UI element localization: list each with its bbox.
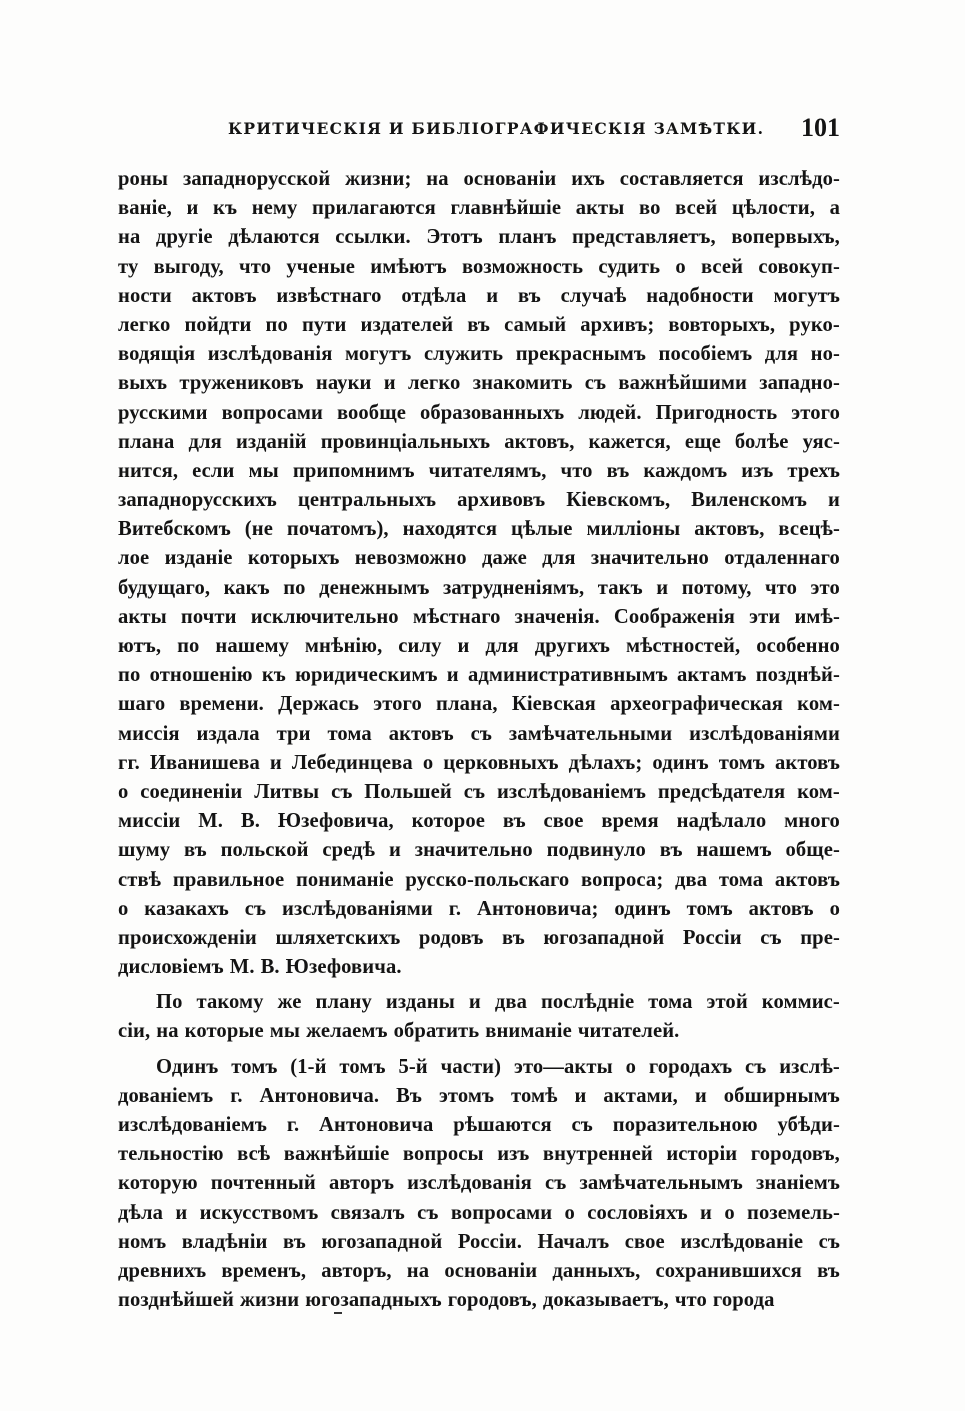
text-line: выхъ тружениковъ науки и легко знакомить съ важнѣйшими западно- xyxy=(118,372,840,395)
text-line: По такому же плану изданы и два послѣдніе тома этой коммис- xyxy=(156,991,840,1014)
text-line: на другіе дѣлаются ссылки. Этотъ планъ представляетъ, вопервыхъ, xyxy=(118,226,840,249)
text-line: водящія изслѣдованія могутъ служить прекраснымъ пособіемъ для но- xyxy=(118,343,840,366)
text-line: нится, если мы припомнимъ читателямъ, что въ каждомъ изъ трехъ xyxy=(118,459,840,482)
text-line: о соединеніи Литвы съ Польшей съ изслѣдованіемъ предсѣдателя ком- xyxy=(118,780,840,803)
text-line: русскими вопросами вообще образованныхъ людей. Пригодность этого xyxy=(118,401,840,424)
paragraph-1 xyxy=(118,165,840,982)
text-line: роны западнорусской жизни; на основаніи ихъ составляется изслѣдо- xyxy=(118,168,840,190)
text-line: Витебскомъ (не початомъ), находятся цѣлые милліоны актовъ, всецѣ- xyxy=(118,518,840,541)
text-line: изслѣдованіемъ г. Антоновича рѣшаются съ поразительною убѣди- xyxy=(118,1114,840,1136)
text-line: лое изданіе которыхъ невозможно даже для значительно отдаленнаго xyxy=(118,547,840,570)
text-line: ваніе, и къ нему прилагаются главнѣйшіе акты во всей цѣлости, а xyxy=(118,197,840,220)
text-line: ту выгоду, что ученые имѣютъ возможность судить о всей совокуп- xyxy=(118,255,840,278)
running-head-title: КРИТИЧЕСКІЯ И БИБЛІОГРАФИЧЕСКІЯ ЗАМѢТКИ. xyxy=(228,119,765,138)
text-line: дисловіемъ М. В. Юзефовича. xyxy=(118,956,402,979)
text-line: дованіемъ г. Антоновича. Въ этомъ томѣ и актами, и обширнымъ xyxy=(118,1084,840,1107)
page-number: 101 xyxy=(801,113,840,142)
body-text xyxy=(118,165,840,1315)
text-line: сіи, на которые мы желаемъ обратить вниманіе читателей. xyxy=(118,1020,680,1043)
text-line: позднѣйшей жизни югозападныхъ городовъ, доказываетъ, что города xyxy=(118,1289,775,1312)
text-line: по отношенію къ юридическимъ и административнымъ актамъ позднѣй- xyxy=(118,664,840,687)
text-line: номъ владѣніи въ югозападной Россіи. Началъ свое изслѣдованіе съ xyxy=(118,1230,840,1253)
text-line: плана для изданій провинціальныхъ актовъ, кажется, еще болѣе уяс- xyxy=(118,430,840,453)
text-line: западнорусскихъ центральныхъ архивовъ Кіевскомъ, Виленскомъ и xyxy=(118,489,840,512)
text-line: происхожденіи шляхетскихъ родовъ въ югозападной Россіи съ пре- xyxy=(118,926,840,949)
text-line: древнихъ временъ, авторъ, на основаніи данныхъ, сохранившихся въ xyxy=(118,1259,840,1282)
text-line: которую почтенный авторъ изслѣдованія съ замѣчательнымъ знаніемъ xyxy=(118,1172,840,1195)
scan-artifact-mark xyxy=(334,1312,342,1314)
text-line: шаго времени. Держась этого плана, Кіевская археографическая ком- xyxy=(118,693,840,716)
text-line: Одинъ томъ (1-й томъ 5-й части) это—акты о городахъ съ изслѣ- xyxy=(156,1055,840,1078)
text-line: ности актовъ извѣстнаго отдѣла и въ случаѣ надобности могутъ xyxy=(118,284,840,307)
text-line: дѣла и искусствомъ связалъ съ вопросами о сословіяхъ и о поземель- xyxy=(118,1201,840,1224)
paragraph-2 xyxy=(118,988,840,1046)
paragraph-3 xyxy=(118,1053,840,1316)
text-line: миссіи М. В. Юзефовича, которое въ свое время надѣлало много xyxy=(118,810,840,833)
text-line: ствѣ правильное пониманіе русско-польскаго вопроса; два тома актовъ xyxy=(118,868,840,891)
text-line: гг. Иванишева и Лебединцева о церковныхъ дѣлахъ; одинъ томъ актовъ xyxy=(118,751,840,774)
text-line: миссія издала три тома актовъ съ замѣчательными изслѣдованіями xyxy=(118,722,840,745)
text-line: тельностію всѣ важнѣйшіе вопросы изъ внутренней исторіи городовъ, xyxy=(118,1143,840,1166)
text-line: ютъ, по нашему мнѣнію, силу и для другихъ мѣстностей, особенно xyxy=(118,635,840,657)
text-line: легко пойдти по пути издателей въ самый архивъ; вовторыхъ, руко- xyxy=(118,313,840,336)
text-line: акты почти исключительно мѣстнаго значенія. Соображенія эти имѣ- xyxy=(118,605,840,628)
text-line: шуму въ польской средѣ и значительно подвинуло въ нашемъ обще- xyxy=(118,839,840,862)
running-head xyxy=(118,113,842,145)
text-line: будущаго, какъ по денежнымъ затрудненіямъ, такъ и потому, что это xyxy=(118,576,840,599)
text-line: о казакахъ съ изслѣдованіями г. Антоновича; одинъ томъ актовъ о xyxy=(118,897,840,920)
